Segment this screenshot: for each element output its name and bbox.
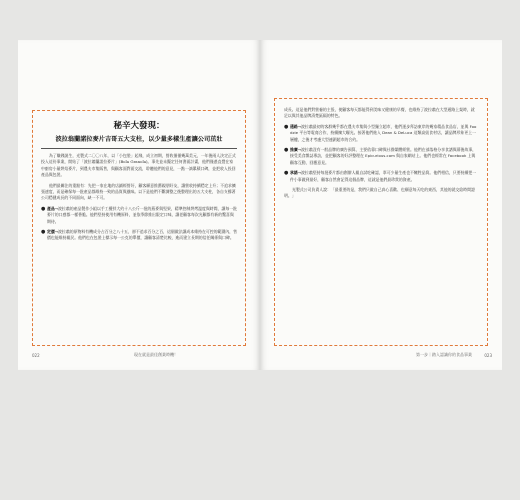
arrow-icon: → [54, 229, 59, 235]
list-item [284, 147, 478, 166]
box-subtitle: 波拉翁蘭諾拉麥片吉哥五大支柱，以少量多樣生產讓公司茁壯 [55, 136, 223, 143]
pillar-text: 波拉翁的原物料有機成分占百分之八十五，卻不追求百分之百，這個做法讓成本維持在可控的範圍內，售價也能維持親民。他們也在包裝上標示每一公克的單價，讓顧客清楚比較，進而建立長期的信任關係與口碑。 [47, 229, 238, 241]
bullet-icon: ● [41, 205, 46, 212]
pillar-text: 波拉翁最初的客群幾乎都在農夫市集與小型獨立超市，他們逐步拜訪東岸的幾家精品食品店，並與 Foodzie 平台等電商合作，持續擴大曝光。接著他們進入 Dean & DeLuca 這類高級食材店，讓品牌形象更上一層樓，之後才考慮大型連鎖超市的合約。 [290, 123, 477, 142]
list-item [284, 124, 478, 143]
bullet-icon: ● [41, 229, 46, 236]
pillar-list [41, 206, 237, 242]
sidebar-box [32, 110, 246, 346]
list-item [41, 206, 237, 225]
page-number: 023 [484, 353, 492, 358]
pillar-name: 產品 [47, 205, 55, 211]
bullet-icon: ● [284, 147, 289, 154]
closing-quote: 光製式公司負責人說：「最重要的是，我們只做自己真心喜歡、也願意每天吃的東西，其他的就交給時間證明。」 [284, 187, 475, 199]
list-item [284, 170, 478, 183]
body-paragraph: 他們最關注的重點有：先把一家在地的店鋪經營好，顧客願意推薦親朋好友，讓營收持續穩定上升；不追求擴張速度，而是確保每一批產品都維持一致的品質與風味。以下是他們不斷調整之後整理出的五大支柱，各自支撐著公司穩健成長的不同面向，缺一不可。 [41, 182, 236, 201]
arrow-icon: → [297, 147, 302, 153]
body-paragraph: 為了賺錢誕生，光製式二〇〇八年，以「小包裝」起飛，成立初期，營收僅僅幾萬美元，一年後兩人決定正式投入這份事業，開始了「波拉翁蘭諾拉麥片」(Bola Granola)。事先並未擬定任何書面計畫，他們僅憑直覺在家中廚房小量烘焙麥片，到農夫市集販售，與顧客面對面交流，聆聽他們的意見，一點一滴累積口碑，並把收入投回產品與包裝。 [41, 153, 236, 178]
arrow-icon: → [297, 170, 302, 176]
pillar-list [284, 124, 478, 183]
running-head: 第一步｜踏入認識你的食品事業 [416, 352, 472, 357]
list-item [41, 229, 237, 242]
pillar-text: 波拉翁的產品製作小組以手工攪拌大約十八公斤一批的燕麥與堅果，精準控制烘烤溫度與時間，讓每一批麥片的口感都一樣香脆。他們堅持使用有機原料，並依季節推出限定口味，讓老顧客每次光顧都有新的驚喜與期待。 [47, 205, 238, 224]
pillar-name: 通路 [290, 123, 298, 129]
pillar-text: 波拉翁沒有一般品牌的廣告預算，主要依靠口碑與社群媒體經營。他們在部落格分享食譜與幕後故事，接受美食雜誌專訪，並把顧客的好評整理在 Epicurious.com 與自家網站上。他們也經常在 Facebook 上與顧客互動，回應意見。 [290, 147, 477, 165]
pillar-name: 推廣 [290, 147, 298, 153]
title-rule [41, 148, 237, 149]
pillar-name: 承諾 [290, 170, 298, 176]
sidebar-box-continued [274, 98, 488, 346]
arrow-icon: → [54, 205, 59, 211]
bullet-icon: ● [284, 123, 289, 130]
right-page [260, 40, 502, 370]
book-spread [18, 40, 502, 370]
bullet-icon: ● [284, 170, 289, 177]
running-head: 現在就是最佳創業時機！ [134, 352, 178, 357]
arrow-icon: → [297, 123, 302, 129]
pillar-text: 波拉翁堅持每批麥片都由創辦人親自試吃確認，寧可少量生產也不犧牲品質。他們相信，只要持續把一件小事做到最好，顧客自然會記得這個品牌，這就是他們最珍貴的資產。 [290, 170, 477, 182]
continued-text: 成長。這是他們對營養的主張，使顧客每天都能得到美味又健康的早餐，也維持了波拉翁在大型通路上架時，就足以與其他品牌清楚區隔的特色。 [284, 107, 475, 119]
pillar-name: 定價 [47, 229, 55, 235]
box-title: 秘辛大發現： [113, 121, 165, 131]
left-page [18, 40, 260, 370]
page-number: 022 [32, 353, 40, 358]
